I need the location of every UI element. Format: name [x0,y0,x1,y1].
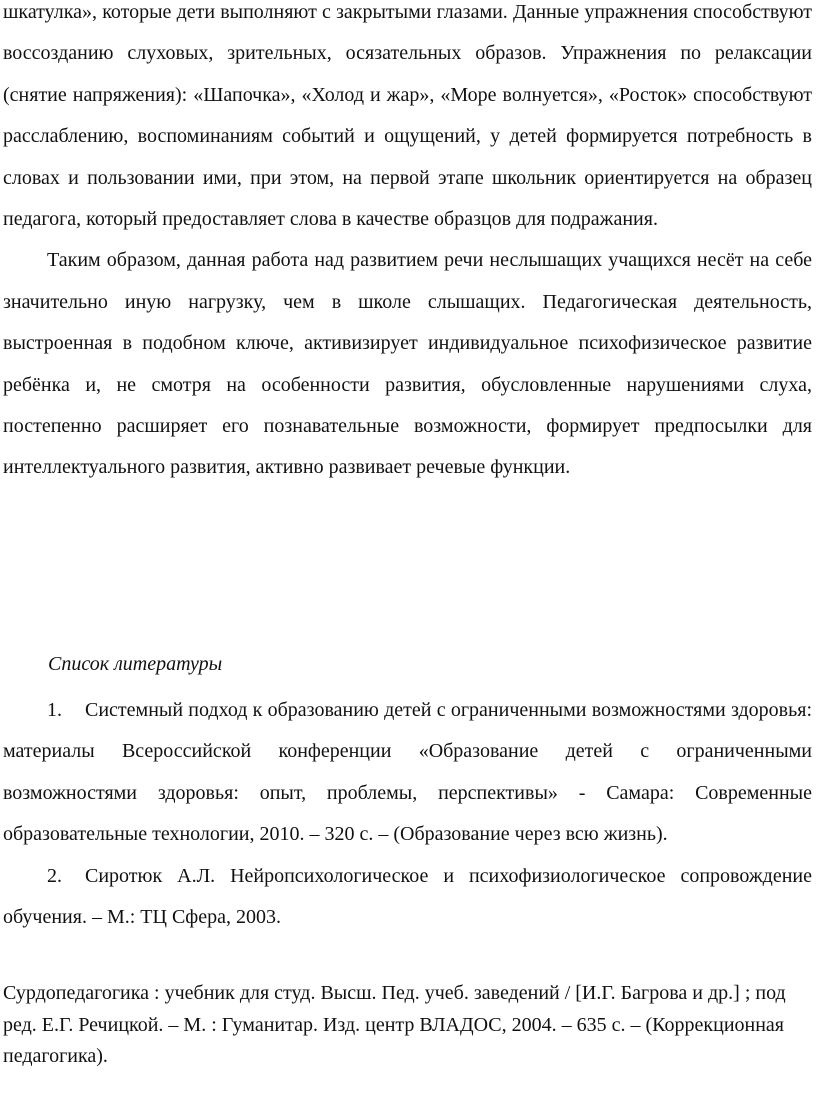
body-paragraph-1: шкатулка», которые дети выполняют с закрытыми глазами. Данные упражнения способствуют воссозданию слуховых, зрительных, осязательных образов. Упражнения по релаксации (снятие напряжения): «Шапочка», «Холод и жар», «Море волнуется», «Росток» способствуют расслаблению, воспоминаниям событий и ощущений, у детей формируется потребность в словах и пользовании ими, при этом, на первой этапе школьник ориентируется на образец педагога, который предоставляет слова в качестве образцов для подражания. [3,1,812,231]
reference-number-2: 2. [47,864,62,887]
references-heading: Список литературы [48,653,223,675]
reference-item-unnumbered: Сурдопедагогика : учебник для студ. Высш. Пед. учеб. заведений / [И.Г. Багрова и др.] ; под ред. Е.Г. Речицкой. – М. : Гуманитар. Изд. центр ВЛАДОС, 2004. – 635 с. – (Коррекционная педагогика). [3,982,786,1067]
reference-text-1: Системный подход к образованию детей с ограниченными возможностями здоровья: материалы Всероссийской конференции «Образование детей с ограниченными возможностями здоровья: опыт, проблемы, перспективы» - Самара: Современные образовательные технологии, 2010. – 320 с. – (Образование через всю жизнь). [3,699,812,846]
reference-text-2: Сиротюк А.Л. Нейропсихологическое и психофизиологическое сопровождение обучения. – М.: ТЦ Сфера, 2003. [3,864,812,929]
document-page [3,0,812,489]
reference-number-1: 1. [47,699,62,721]
reference-item-2 [3,856,812,939]
body-paragraph-2: Таким образом, данная работа над развитием речи неслышащих учащихся несёт на себе значительно иную нагрузку, чем в школе слышащих. Педагогическая деятельность, выстроенная в подобном ключе, активизирует индивидуальное психофизическое развитие ребёнка и, не смотря на особенности развития, обусловленные нарушениями слуха, постепенно расширяет его познавательные возможности, формирует предпосылки для интеллектуального развития, активно развивает речевые функции. [3,249,812,479]
references-list [3,690,812,938]
reference-item-1 [3,690,812,856]
